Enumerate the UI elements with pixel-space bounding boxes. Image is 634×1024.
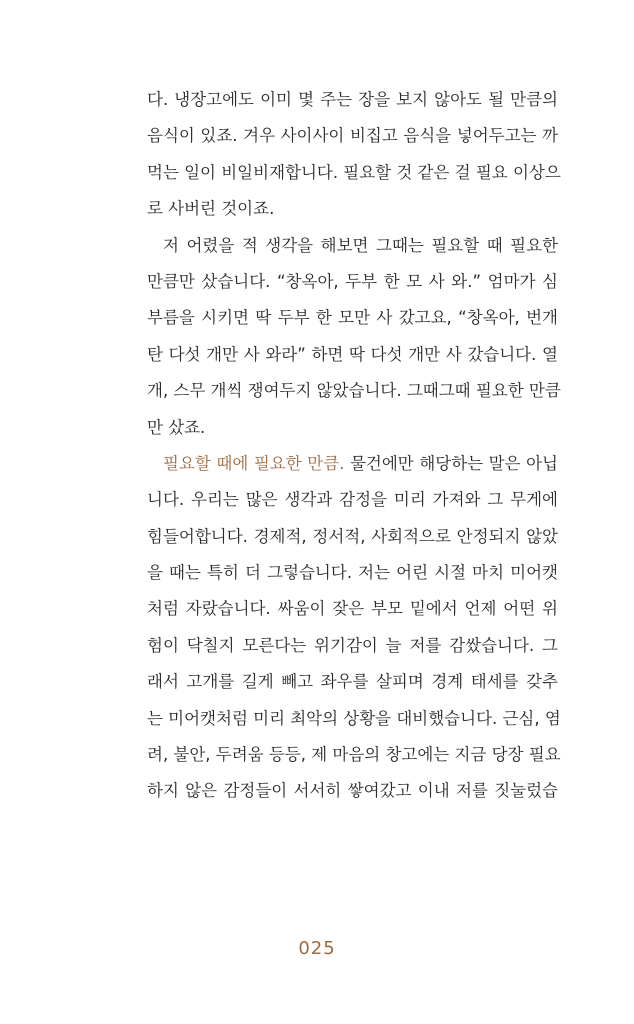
text-line: 하지 않은 감정들이 서서히 쌓여갔고 이내 저를 짓눌렀습 [147, 781, 558, 801]
text-line: 탄 다섯 개만 사 와라” 하면 딱 다섯 개만 사 갔습니다. 열 [147, 344, 558, 364]
text-line: 니다. 우리는 많은 생각과 감정을 미리 가져와 그 무게에 [147, 490, 558, 510]
text-line: 려, 불안, 두려움 등등, 제 마음의 창고에는 지금 당장 필요 [147, 745, 561, 765]
text-line: 만 샀죠. [147, 417, 206, 437]
text-line [147, 446, 558, 482]
text-segment: 물건에만 해당하는 말은 아닙 [344, 453, 558, 473]
text-line: 험이 닥칠지 모른다는 위기감이 늘 저를 감쌌습니다. 그 [147, 635, 558, 655]
text-line: 개, 스무 개씩 쟁여두지 않았습니다. 그때그때 필요한 만큼 [147, 381, 561, 401]
text-line: 부름을 시키면 딱 두부 한 모만 사 갔고요, “창옥아, 번개 [147, 308, 558, 328]
text-line: 을 때는 특히 더 그렇습니다. 저는 어린 시절 마치 미어캣 [147, 563, 558, 583]
text-line: 처럼 자랐습니다. 싸움이 잦은 부모 밑에서 언제 어떤 위 [147, 599, 558, 619]
text-line: 래서 고개를 길게 빼고 좌우를 살피며 경계 태세를 갖추 [147, 672, 558, 692]
text-line: 만큼만 샀습니다. “창옥아, 두부 한 모 사 와.” 엄마가 심 [147, 271, 558, 291]
text-line: 다. 냉장고에도 이미 몇 주는 장을 보지 않아도 될 만큼의 [147, 90, 558, 109]
highlighted-phrase: 필요할 때에 필요한 만큼. [163, 453, 345, 473]
text-line: 로 사버린 것이죠. [147, 199, 275, 219]
text-line: 힘들어합니다. 경제적, 정서적, 사회적으로 안정되지 않았 [147, 526, 558, 546]
body-text [147, 82, 561, 810]
text-line: 먹는 일이 비일비재합니다. 필요할 것 같은 걸 필요 이상으 [147, 162, 561, 182]
text-line: 음식이 있죠. 겨우 사이사이 비집고 음식을 넣어두고는 까 [147, 126, 558, 146]
text-line: 저 어렸을 적 생각을 해보면 그때는 필요할 때 필요한 [163, 235, 558, 255]
text-line: 는 미어캣처럼 미리 최악의 상황을 대비했습니다. 근심, 염 [147, 708, 561, 728]
page-number: 025 [298, 938, 336, 959]
